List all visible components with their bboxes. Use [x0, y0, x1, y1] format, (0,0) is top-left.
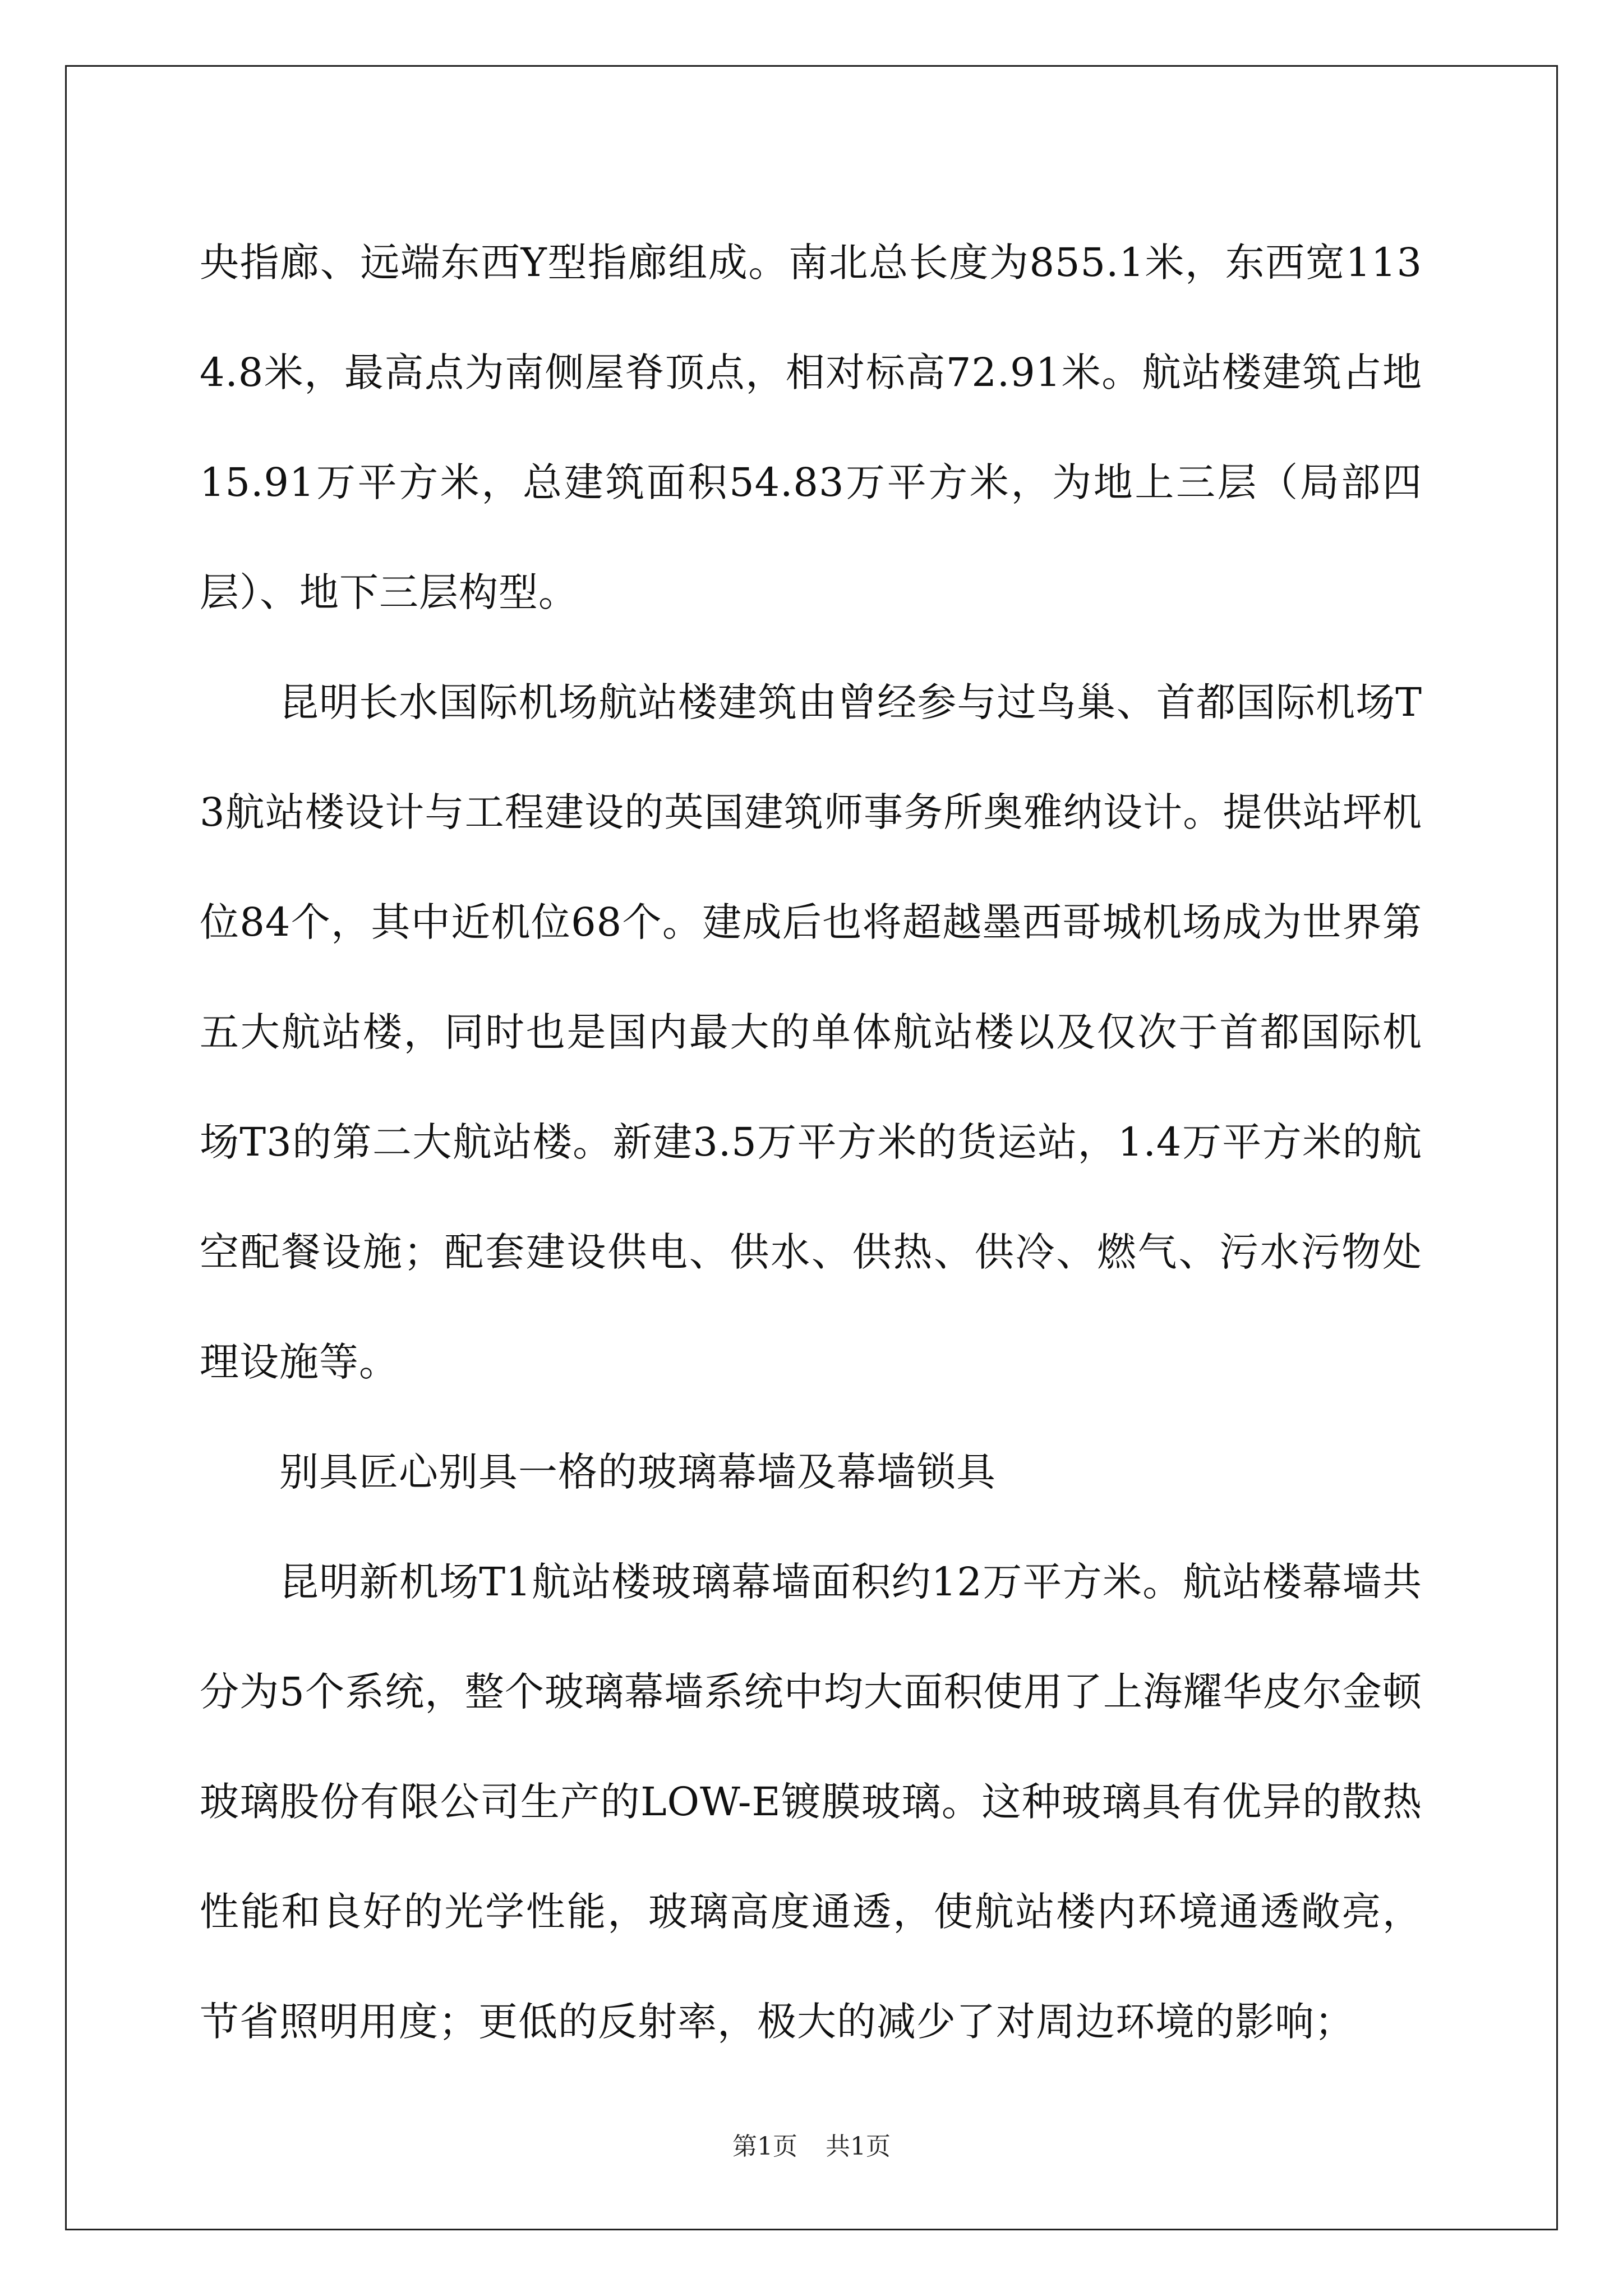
- page-footer: [0, 2130, 1623, 2164]
- page-total: 共1页: [826, 2132, 891, 2161]
- document-body: [200, 208, 1422, 2077]
- paragraph-3: 昆明新机场T1航站楼玻璃幕墙面积约12万平方米。航站楼幕墙共分为5个系统，整个玻璃幕墙系统中均大面积使用了上海耀华皮尔金顿玻璃股份有限公司生产的LOW-E镀膜玻璃。这种玻璃具有优异的散热性能和良好的光学性能，玻璃高度通透，使航站楼内环境通透敞亮，节省照明用度；更低的反射率，极大的减少了对周边环境的影响；: [200, 1559, 1422, 2045]
- page-number: 第1页: [732, 2132, 797, 2161]
- paragraph-2: 昆明长水国际机场航站楼建筑由曾经参与过鸟巢、首都国际机场T3航站楼设计与工程建设的英国建筑师事务所奥雅纳设计。提供站坪机位84个，其中近机位68个。建成后也将超越墨西哥城机场成为世界第五大航站楼，同时也是国内最大的单体航站楼以及仅次于首都国际机场T3的第二大航站楼。新建3.5万平方米的货运站，1.4万平方米的航空配餐设施；配套建设供电、供水、供热、供冷、燃气、污水污物处理设施等。: [200, 679, 1422, 1385]
- section-heading: 别具匠心别具一格的玻璃幕墙及幕墙锁具: [279, 1449, 996, 1495]
- paragraph-1: 央指廊、远端东西Y型指廊组成。南北总长度为855.1米，东西宽1134.8米，最高点为南侧屋脊顶点，相对标高72.91米。航站楼建筑占地15.91万平方米，总建筑面积54.83万平方米，为地上三层（局部四层）、地下三层构型。: [200, 240, 1422, 615]
